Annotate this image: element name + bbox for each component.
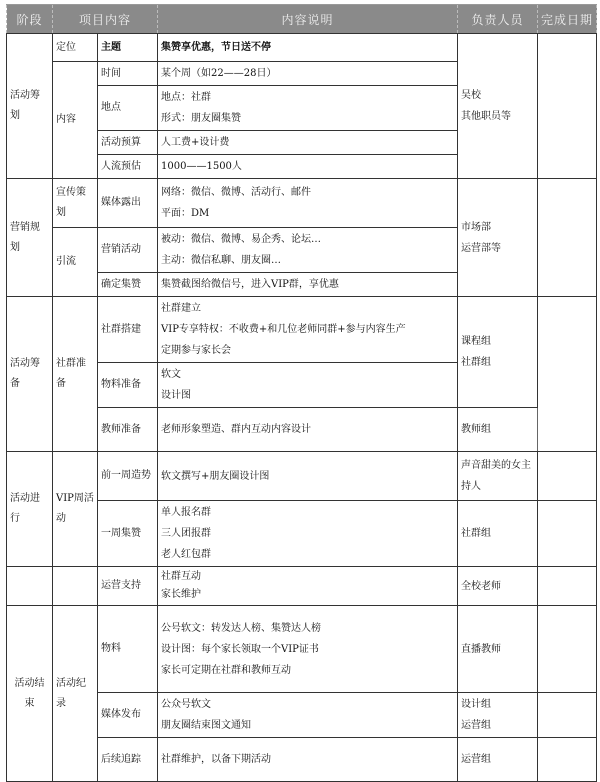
item-cell: 媒体露出 (98, 179, 158, 228)
description-cell (158, 408, 458, 452)
item-cell: 地点 (98, 86, 158, 131)
owner-line: 其他职员等 (461, 111, 512, 122)
owner-line: 吴校 (461, 90, 482, 101)
item-cell: 时间 (98, 62, 158, 86)
description-line: 集赞截图给微信号，进入VIP群，享优惠 (161, 279, 339, 290)
category-cell: 引流 (53, 228, 98, 297)
table-row (7, 567, 597, 606)
header-stage: 阶段 (7, 5, 53, 34)
description-cell (158, 179, 458, 228)
header-project-content: 项目内容 (53, 5, 158, 34)
owner-cell (458, 408, 538, 452)
description-line: 社群互动 (161, 571, 202, 582)
item-cell: 物料准备 (98, 363, 158, 408)
header-due-date: 完成日期 (538, 5, 597, 34)
owner-line: 市场部 (461, 221, 492, 233)
table-row (7, 297, 597, 363)
item-cell: 营销活动 (98, 228, 158, 273)
category-cell: 社群准备 (53, 297, 98, 452)
due-date-cell[interactable] (538, 738, 597, 782)
description-line: 老人红包群 (161, 549, 212, 560)
description-line: 设计图 (161, 390, 192, 401)
due-date-cell[interactable] (538, 501, 597, 567)
due-date-cell[interactable] (538, 606, 597, 693)
table-row (7, 452, 597, 501)
stage-cell: 营销规划 (7, 179, 53, 297)
header-row (7, 5, 597, 34)
owner-line: 社群组 (461, 357, 492, 368)
owner-line: 声音甜美的女主持人 (461, 460, 532, 492)
description-line: 朋友圈结束图文通知 (161, 720, 252, 731)
item-cell: 主题 (98, 34, 158, 62)
item-cell: 后续追踪 (98, 738, 158, 782)
stage-cell: 活动筹划 (7, 34, 53, 179)
description-cell (158, 34, 458, 62)
description-cell (158, 86, 458, 131)
description-line: 地点：社群 (161, 92, 212, 103)
item-cell: 前一周造势 (98, 452, 158, 501)
category-cell-empty (53, 567, 98, 606)
activity-plan-table (6, 4, 597, 782)
stage-cell: 活动结束 (7, 606, 53, 782)
stage-cell-empty (7, 567, 53, 606)
description-line: 形式：朋友圈集赞 (161, 113, 242, 124)
owner-cell (458, 179, 538, 297)
description-cell (158, 131, 458, 155)
description-cell (158, 501, 458, 567)
owner-cell (458, 452, 538, 501)
item-cell: 物料 (98, 606, 158, 693)
description-cell (158, 693, 458, 738)
owner-line: 社群组 (461, 528, 492, 539)
category-cell: 宣传策划 (53, 179, 98, 228)
due-date-cell[interactable] (538, 452, 597, 501)
table-row (7, 179, 597, 228)
description-line: 社群建立 (161, 303, 202, 314)
owner-cell (458, 693, 538, 738)
item-cell: 社群搭建 (98, 297, 158, 363)
description-cell (158, 363, 458, 408)
description-cell (158, 738, 458, 782)
description-line: 公号软文：转发达人榜、集赞达人榜 (161, 622, 322, 634)
description-line: 设计图：每个家长领取一个VIP证书 (161, 643, 319, 655)
description-line: 平面：DM (161, 208, 210, 219)
description-line: 公众号软文 (161, 699, 212, 710)
description-line: 软文撰写+朋友圈设计图 (161, 470, 270, 482)
description-cell (158, 155, 458, 179)
owner-line: 运营部等 (461, 242, 502, 254)
description-line: VIP专享特权：不收费+和几位老师同群+参与内容生产 (161, 324, 406, 335)
header-description: 内容说明 (158, 5, 458, 34)
item-cell: 运营支持 (98, 567, 158, 606)
owner-cell (458, 501, 538, 567)
table-row (7, 34, 597, 62)
owner-line: 全校老师 (461, 580, 502, 592)
item-cell: 确定集赞 (98, 273, 158, 297)
description-line: 集赞享优惠，节日送不停 (161, 42, 272, 53)
description-line: 1000——1500人 (161, 161, 242, 172)
header-owner: 负责人员 (458, 5, 538, 34)
description-line: 定期参与家长会 (161, 345, 232, 356)
item-cell: 媒体发布 (98, 693, 158, 738)
item-cell: 人流预估 (98, 155, 158, 179)
stage-cell: 活动进行 (7, 452, 53, 567)
description-line: 被动：微信、微博、易企秀、论坛… (161, 234, 322, 245)
due-date-cell[interactable] (538, 179, 597, 297)
owner-cell (458, 606, 538, 693)
description-line: 社群维护，以备下期活动 (161, 754, 272, 765)
owner-cell (458, 297, 538, 408)
due-date-cell[interactable] (538, 693, 597, 738)
description-cell (158, 62, 458, 86)
description-cell (158, 273, 458, 297)
owner-cell (458, 34, 538, 179)
category-cell: 活动纪录 (53, 606, 98, 782)
item-cell: 活动预算 (98, 131, 158, 155)
description-cell (158, 606, 458, 693)
description-line: 家长可定期在社群和教师互动 (161, 664, 292, 676)
category-cell: VIP周活动 (53, 452, 98, 567)
category-cell: 内容 (53, 62, 98, 179)
description-cell (158, 228, 458, 273)
due-date-cell[interactable] (538, 34, 597, 179)
description-line: 家长维护 (161, 589, 202, 600)
description-cell (158, 297, 458, 363)
description-line: 老师形象塑造、群内互动内容设计 (161, 424, 312, 435)
owner-line: 运营组 (461, 720, 492, 731)
description-cell (158, 567, 458, 606)
owner-line: 教师组 (461, 424, 492, 435)
description-line: 某个周（如22——28日） (161, 68, 277, 79)
description-line: 网络：微信、微博、活动行、邮件 (161, 187, 312, 198)
owner-line: 运营组 (461, 754, 492, 765)
category-cell: 定位 (53, 34, 98, 62)
owner-cell (458, 567, 538, 606)
description-line: 三人团报群 (161, 528, 212, 539)
description-line: 软文 (161, 369, 182, 380)
description-cell (158, 452, 458, 501)
owner-line: 直播教师 (461, 643, 502, 655)
owner-line: 课程组 (461, 336, 492, 347)
table-row (7, 606, 597, 693)
description-line: 单人报名群 (161, 507, 212, 518)
due-date-cell[interactable] (538, 297, 597, 452)
item-cell: 教师准备 (98, 408, 158, 452)
description-line: 主动：微信私聊、朋友圈… (161, 255, 282, 266)
owner-cell (458, 738, 538, 782)
due-date-cell[interactable] (538, 567, 597, 606)
description-line: 人工费+设计费 (161, 137, 230, 148)
item-cell: 一周集赞 (98, 501, 158, 567)
stage-cell: 活动筹备 (7, 297, 53, 452)
owner-line: 设计组 (461, 699, 492, 710)
